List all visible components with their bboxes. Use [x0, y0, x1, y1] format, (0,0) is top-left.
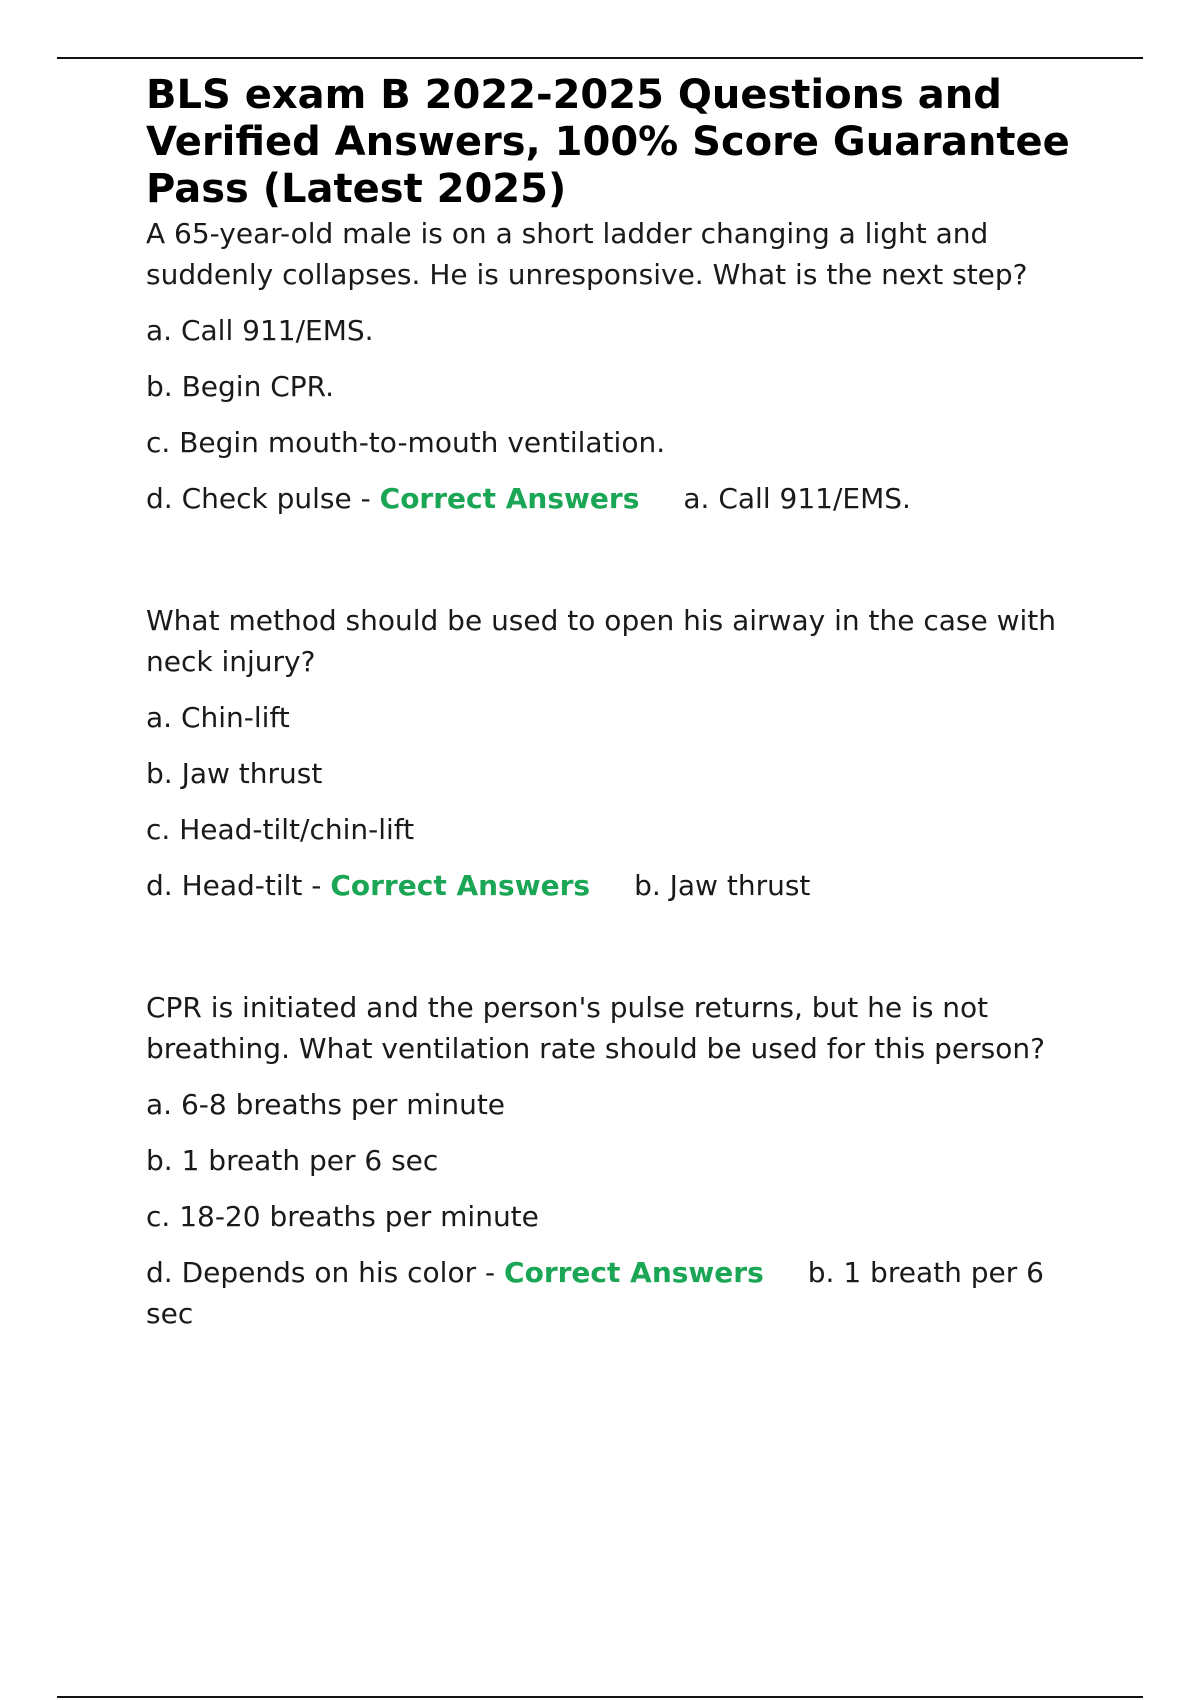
question-2-option-b: b. Jaw thrust	[146, 757, 323, 790]
question-1-option-d-line	[146, 478, 1096, 519]
question-2	[146, 600, 1096, 906]
question-2-text: What method should be used to open his airway in the case with neck injury?	[146, 604, 1057, 678]
question-3	[146, 987, 1096, 1334]
question-3-option-a: a. 6-8 breaths per minute	[146, 1088, 506, 1121]
correct-answers-label: Correct Answers	[504, 1256, 764, 1289]
question-1-option-b: b. Begin CPR.	[146, 370, 335, 403]
document-title: BLS exam B 2022-2025 Questions and Verified Answers, 100% Score Guarantee Pass (Latest 2025)	[146, 72, 1070, 212]
question-1-option-d: d. Check pulse -	[146, 482, 371, 515]
question-3-option-c: c. 18-20 breaths per minute	[146, 1200, 539, 1233]
correct-answers-label: Correct Answers	[379, 482, 640, 515]
question-1	[146, 213, 1096, 519]
document-body	[146, 72, 1096, 1334]
question-3-text: CPR is initiated and the person's pulse returns, but he is not breathing. What ventilation rate should be used for this person?	[146, 991, 1045, 1065]
question-3-option-d: d. Depends on his color -	[146, 1256, 496, 1289]
question-3-option-d-line	[146, 1252, 1096, 1334]
question-2-answer: b. Jaw thrust	[634, 869, 811, 902]
question-1-text: A 65-year-old male is on a short ladder changing a light and suddenly collapses. He is unresponsive. What is the next step?	[146, 217, 1028, 291]
question-1-option-c: c. Begin mouth-to-mouth ventilation.	[146, 426, 666, 459]
bottom-rule	[57, 1696, 1143, 1698]
question-1-answer: a. Call 911/EMS.	[683, 482, 911, 515]
question-3-option-b: b. 1 breath per 6 sec	[146, 1144, 439, 1177]
question-2-option-a: a. Chin-lift	[146, 701, 290, 734]
top-rule	[57, 57, 1143, 59]
question-1-option-a: a. Call 911/EMS.	[146, 314, 374, 347]
question-2-option-c: c. Head-tilt/chin-lift	[146, 813, 415, 846]
question-3-answer: b. 1 breath per 6 sec	[146, 1256, 1044, 1330]
question-2-option-d: d. Head-tilt -	[146, 869, 322, 902]
question-2-option-d-line	[146, 865, 1096, 906]
correct-answers-label: Correct Answers	[330, 869, 591, 902]
